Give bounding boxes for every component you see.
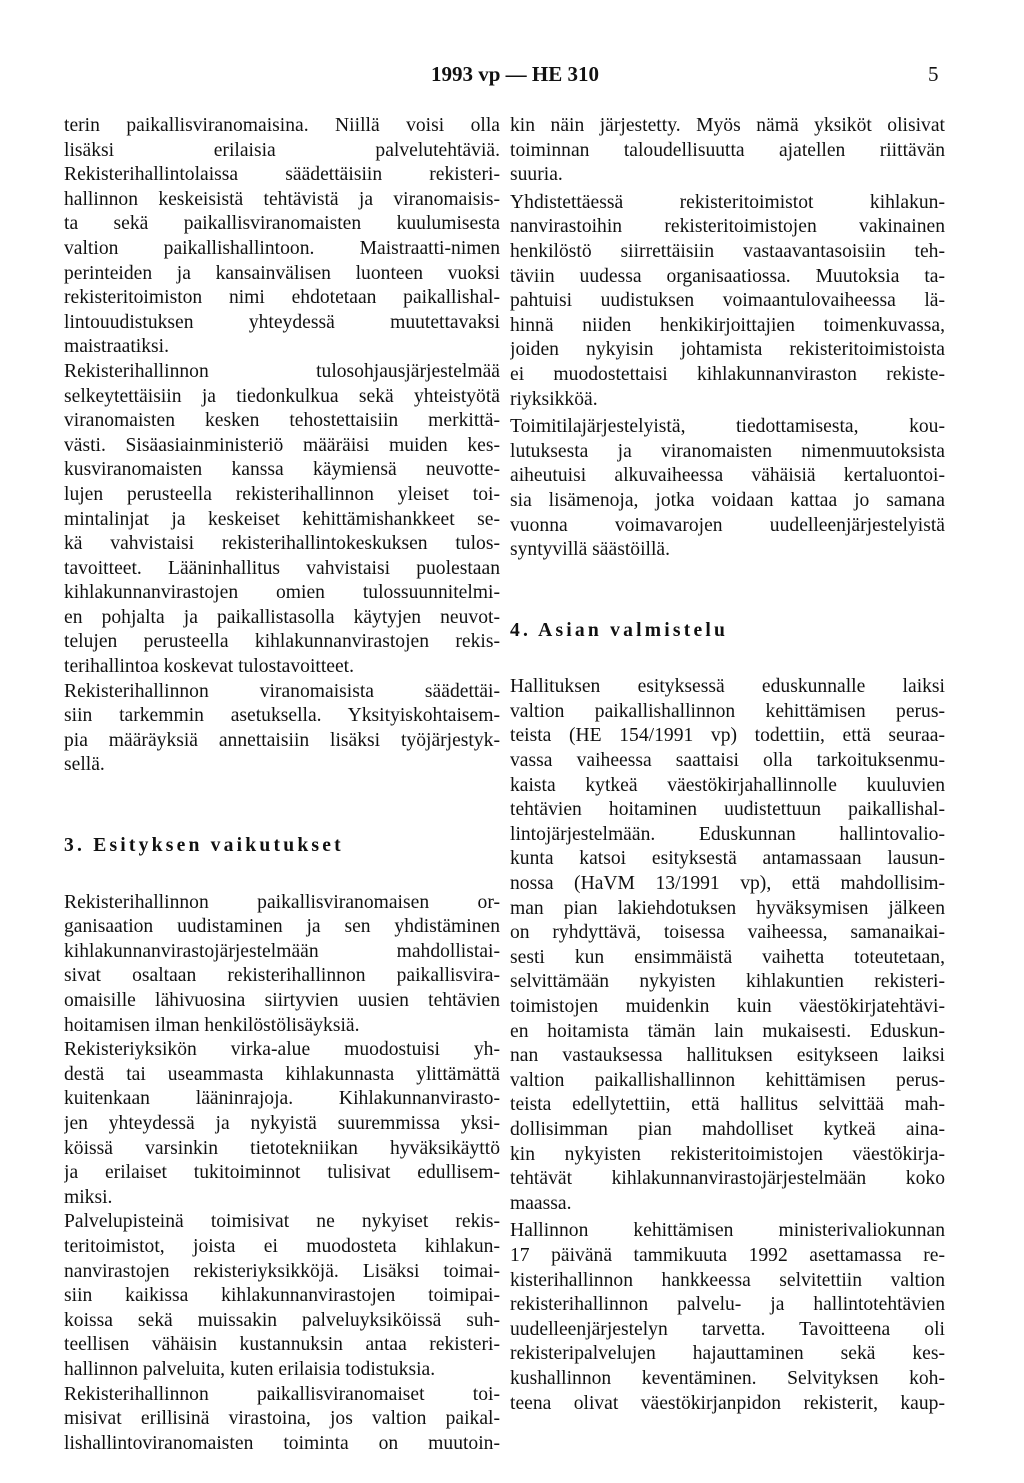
text-line: kin näin järjestetty. Myös nämä yksiköt olisivat	[510, 115, 945, 136]
paragraph	[510, 415, 945, 563]
text-line: hoitamisen ilman henkilöstölisäyksiä.	[64, 1014, 360, 1036]
text-line: tavoitteet. Lääninhallitus vahvistaisi puolestaan	[64, 557, 500, 579]
text-line: kihlakunnanvirastojen omien tulossuunnitelmi-	[64, 582, 500, 604]
text-line: man pian lakiehdotuksen hyväksymisen jälkeen	[510, 897, 945, 919]
text-line: omaisille lähivuosina siirtyvien uusien tehtävien	[64, 990, 500, 1011]
text-line: siin kaikissa kihlakunnanvirastojen toimipai-	[64, 1285, 500, 1307]
paragraph	[64, 360, 500, 680]
text-line: terihallintoa koskevat tulostavoitteet.	[64, 656, 355, 678]
text-line: Toimitilajärjestelyistä, tiedottamisesta, kou-	[510, 416, 945, 438]
paragraph	[510, 1219, 945, 1416]
text-line: 17 päivänä tammikuuta 1992 asettamassa re-	[510, 1244, 945, 1266]
text-line: ganisaation uudistaminen ja sen yhdistäminen	[64, 916, 500, 938]
text-line: aiheutuisi alkuvaiheessa vähäisiä kertaluontoi-	[510, 465, 945, 487]
text-line: teritoimistot, joista ei muodosteta kihlakun-	[64, 1235, 500, 1257]
page-header	[0, 62, 1024, 92]
text-line: Yhdistettäessä rekisteritoimistot kihlakun-	[510, 191, 945, 213]
text-line: ei muodostettaisi kihlakunnanviraston rekiste-	[510, 363, 945, 385]
paragraph	[510, 675, 945, 1216]
text-line: Rekisterihallintolaissa säädettäisiin rekisteri-	[64, 164, 500, 186]
text-line: lintojärjestelmään. Eduskunnan hallintovalio-	[510, 823, 945, 845]
text-line: nossa (HaVM 13/1991 vp), että mahdollisim-	[510, 873, 945, 895]
text-line: valtion paikallishallinnon kehittämisen perus-	[510, 700, 945, 722]
text-line: viranomaisten kesken tehostettaisiin merkittä-	[64, 410, 500, 432]
text-line: Palvelupisteinä toimisivat ne nykyiset rekis-	[64, 1211, 500, 1233]
text-line: teena olivat väestökirjanpidon rekisterit, kaup-	[510, 1392, 945, 1414]
text-line: lishallintoviranomaisten toiminta on muutoin-	[64, 1432, 500, 1454]
paragraph	[64, 891, 500, 1039]
text-line: kuitenkaan lääninrajoja. Kihlakunnanvirasto-	[64, 1088, 500, 1110]
text-line: rekisteripalvelujen hajauttaminen sekä kes-	[510, 1343, 945, 1365]
text-line: Rekisterihallinnon tulosohjausjärjestelmää	[64, 360, 500, 382]
text-line: maassa.	[510, 1192, 572, 1214]
text-line: Rekisterihallinnon paikallisviranomaisen or-	[64, 891, 500, 913]
section-heading: 3. Esityksen vaikutukset	[64, 835, 344, 857]
text-line: rekisteritoimiston nimi ehdotetaan paikallishal-	[64, 287, 500, 309]
text-line: kushallinnon keventäminen. Selvityksen koh-	[510, 1367, 945, 1389]
text-line: rekisterihallinnon palvelu- ja hallintotehtävien	[510, 1294, 945, 1316]
paragraph	[64, 1210, 500, 1382]
text-line: Rekisteriyksikön virka-alue muodostuisi yh-	[64, 1039, 500, 1061]
text-line: sellä.	[64, 754, 105, 776]
text-line: västi. Sisäasiainministeriö määräisi muiden kes-	[64, 434, 500, 456]
text-line: vuonna voimavarojen uudelleenjärjestelyistä	[510, 514, 945, 536]
text-line: köissä varsinkin tietotekniikan hyväksikäyttö	[64, 1137, 500, 1159]
text-line: ta sekä paikallisviranomaisten kuulumisesta	[64, 213, 500, 235]
text-line: tehtävät kihlakunnanvirastojärjestelmään koko	[510, 1168, 945, 1190]
text-line: siin tarkemmin asetuksella. Yksityiskohtaisem-	[64, 705, 500, 727]
text-line: sia lisämenoja, jotka voidaan kattaa jo samana	[510, 489, 945, 511]
text-line: lutuksesta ja viranomaisten nimenmuutoksista	[510, 440, 945, 462]
text-line: en pohjalta ja paikallistasolla käytyjen neuvot-	[64, 606, 500, 628]
text-line: vassa vaiheessa saattaisi olla tarkoituksenmu-	[510, 750, 945, 772]
paragraph	[64, 163, 500, 360]
text-line: jen yhteydessä ja nykyistä suuremmissa yksi-	[64, 1112, 500, 1134]
text-line: pahtuisi uudistuksen voimaantulovaiheessa lä-	[510, 290, 945, 312]
text-line: mintalinjat ja keskeiset kehittämishankkeet se-	[64, 508, 500, 530]
text-line: uudelleenjärjestelyn tarvetta. Tavoitteena oli	[510, 1318, 945, 1340]
text-line: suuria.	[510, 164, 563, 186]
text-line: toimistojen muidenkin kuin väestökirjatehtävi-	[510, 996, 945, 1017]
text-line: kisterihallinnon hankkeessa selvitettiin valtion	[510, 1269, 945, 1291]
text-line: Hallituksen esityksessä eduskunnalle laiksi	[510, 676, 945, 698]
paragraph	[64, 1383, 500, 1457]
text-line: teista (HE 154/1991 vp) todettiin, että seuraa-	[510, 725, 945, 747]
paragraph	[510, 114, 945, 188]
text-line: tehtävien hoitaminen uudistettuun paikallishal-	[510, 799, 945, 821]
text-line: koissa sekä muissakin palveluyksiköissä suh-	[64, 1309, 500, 1331]
text-line: henkilöstö siirrettäisiin vastaavantasoisiin teh-	[510, 240, 945, 262]
text-line: hallinnon palveluita, kuten erilaisia todistuksia.	[64, 1358, 436, 1380]
text-line: kä vahvistaisi rekisterihallintokeskuksen tulos-	[64, 533, 500, 555]
text-line: kaista kytkeä väestökirjahallinnolle kuuluvien	[510, 774, 945, 796]
text-line: terin paikallisviranomaisina. Niillä voisi olla	[64, 115, 500, 136]
paragraph	[64, 680, 500, 778]
left-column	[64, 114, 500, 1456]
text-line: kunta katsoi esityksestä antamassaan lausun-	[510, 848, 945, 870]
text-line: pia määräyksiä annettaisiin lisäksi työjärjestyk-	[64, 729, 500, 751]
text-line: hinnä niiden henkikirjoittajien toimenkuvassa,	[510, 314, 945, 336]
page-number: 5	[928, 62, 939, 86]
text-line: maistraatiksi.	[64, 336, 170, 358]
paragraph	[64, 1038, 500, 1210]
text-line: lintouudistuksen yhteydessä muutettavaksi	[64, 311, 500, 333]
right-column	[510, 114, 945, 1416]
text-line: perinteiden ja kansainvälisen luonteen vuoksi	[64, 262, 500, 284]
text-line: selkeytettäisiin ja tiedonkulkua sekä yhteistyötä	[64, 385, 500, 407]
text-line: selvittämään nykyisten kihlakuntien rekisteri-	[510, 971, 945, 993]
text-line: nanvirastoihin rekisteritoimistojen vakinainen	[510, 216, 945, 238]
text-line: teellisen vähäisin kustannuksin antaa rekisteri-	[64, 1334, 500, 1356]
text-line: syntyvillä säästöillä.	[510, 539, 670, 561]
text-line: nanvirastojen rekisteriyksikköjä. Lisäksi toimai-	[64, 1260, 500, 1282]
text-line: kihlakunnanvirastojärjestelmään mahdollistai-	[64, 940, 500, 962]
text-line: sesti kun ensimmäistä vaihetta toteutetaan,	[510, 946, 945, 968]
paragraph	[64, 114, 500, 163]
text-line: kin nykyisten rekisteritoimistojen väestökirja-	[510, 1143, 945, 1165]
text-line: riyksikköä.	[510, 388, 598, 410]
text-line: hallinnon keskeisistä tehtävistä ja viranomaisis-	[64, 188, 500, 210]
text-line: sivat osaltaan rekisterihallinnon paikallisvira-	[64, 965, 500, 987]
text-line: teista edellytettiin, että hallitus selvittää mah-	[510, 1094, 945, 1116]
text-line: en hoitamista tämän lain mukaisesti. Eduskun-	[510, 1020, 945, 1042]
section-heading: 4. Asian valmistelu	[510, 619, 729, 641]
text-line: täviin uudessa organisaatiossa. Muutoksia ta-	[510, 265, 945, 287]
text-line: miksi.	[64, 1186, 113, 1208]
text-line: kusviranomaisten kanssa käymiensä neuvotte-	[64, 459, 500, 481]
text-line: lisäksi erilaisia palvelutehtäviä.	[64, 139, 500, 161]
text-line: misivat erillisinä virastoina, jos valtion paikal-	[64, 1408, 500, 1430]
text-line: ja erilaiset tukitoiminnot tulisivat edullisem-	[64, 1162, 500, 1184]
text-line: Rekisterihallinnon paikallisviranomaiset toi-	[64, 1383, 500, 1405]
text-line: joiden nykyisin johtamista rekisteritoimistoista	[510, 339, 945, 361]
text-line: lujen perusteella rekisterihallinnon yleiset toi-	[64, 483, 500, 505]
text-line: valtion paikallishallintoon. Maistraatti-nimen	[64, 237, 500, 259]
text-line: Rekisterihallinnon viranomaisista säädettäi-	[64, 680, 500, 702]
text-line: Hallinnon kehittämisen ministerivaliokunnan	[510, 1220, 945, 1242]
text-line: on ryhdyttävä, toisessa vaiheessa, samanaikai-	[510, 922, 945, 944]
text-line: destä tai useammasta kihlakunnasta ylittämättä	[64, 1063, 500, 1085]
text-line: dollisimman pian mahdolliset kytkeä aina-	[510, 1118, 945, 1140]
text-line: telujen perusteella kihlakunnanvirastojen rekis-	[64, 631, 500, 653]
text-line: nan vastauksessa hallituksen esitykseen laiksi	[510, 1045, 945, 1067]
running-title: 1993 vp — HE 310	[430, 62, 600, 86]
text-line: toiminnan taloudellisuutta ajatellen riittävän	[510, 139, 945, 161]
text-line: valtion paikallishallinnon kehittämisen perus-	[510, 1069, 945, 1091]
paragraph	[510, 191, 945, 412]
